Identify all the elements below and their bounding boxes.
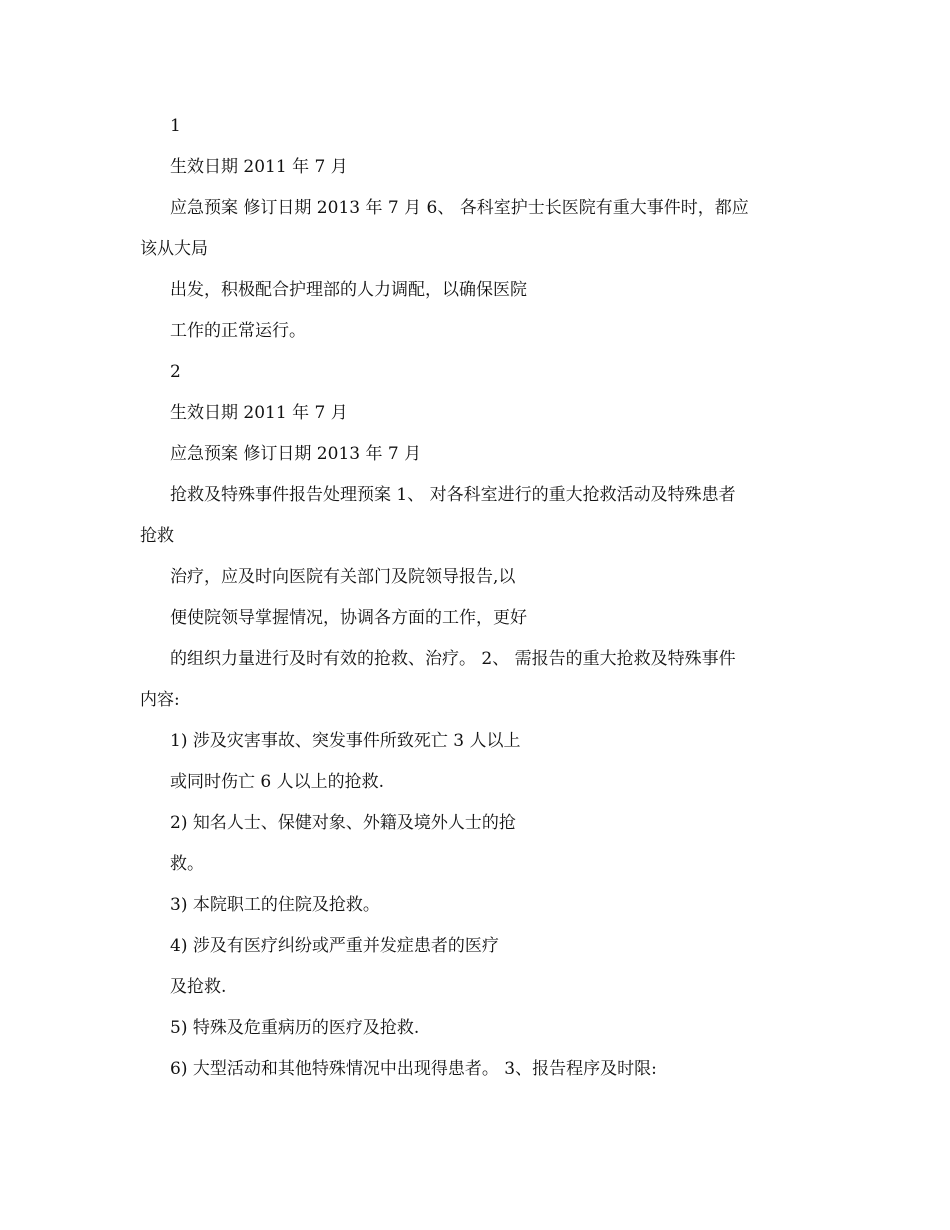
revision-date-line: 应急预案 修订日期 2013 年 7 月	[170, 444, 422, 464]
paragraph-line: 工作的正常运行。	[170, 321, 306, 341]
paragraph-line: 便使院领导掌握情况，协调各方面的工作，更好	[170, 608, 527, 628]
list-item: 6) 大型活动和其他特殊情况中出现得患者。 3、报告程序及时限:	[170, 1059, 657, 1079]
effective-date-line: 生效日期 2011 年 7 月	[170, 403, 348, 423]
effective-date-line: 生效日期 2011 年 7 月	[170, 157, 348, 177]
paragraph-line: 抢救	[140, 526, 174, 546]
list-item: 3) 本院职工的住院及抢救。	[170, 895, 380, 915]
section-heading-line: 抢救及特殊事件报告处理预案 1、 对各科室进行的重大抢救活动及特殊患者	[170, 485, 736, 505]
list-item-continuation: 及抢救.	[170, 977, 227, 997]
paragraph-line: 该从大局	[140, 239, 208, 259]
paragraph-line: 出发，积极配合护理部的人力调配，以确保医院	[170, 280, 527, 300]
paragraph-line: 治疗，应及时向医院有关部门及院领导报告,以	[170, 567, 516, 587]
list-item: 5) 特殊及危重病历的医疗及抢救.	[170, 1018, 420, 1038]
list-item-continuation: 救。	[170, 854, 204, 874]
list-item: 2) 知名人士、保健对象、外籍及境外人士的抢	[170, 813, 516, 833]
list-item: 4) 涉及有医疗纠纷或严重并发症患者的医疗	[170, 936, 499, 956]
revision-date-line: 应急预案 修订日期 2013 年 7 月 6、 各科室护士长医院有重大事件时，都应	[170, 198, 749, 218]
page-number-2: 2	[170, 362, 181, 382]
paragraph-line: 内容:	[140, 690, 180, 710]
paragraph-line: 的组织力量进行及时有效的抢救、治疗。 2、 需报告的重大抢救及特殊事件	[170, 649, 736, 669]
page-number-1: 1	[170, 116, 181, 136]
list-item-continuation: 或同时伤亡 6 人以上的抢救.	[170, 772, 385, 792]
list-item: 1) 涉及灾害事故、突发事件所致死亡 3 人以上	[170, 731, 521, 751]
